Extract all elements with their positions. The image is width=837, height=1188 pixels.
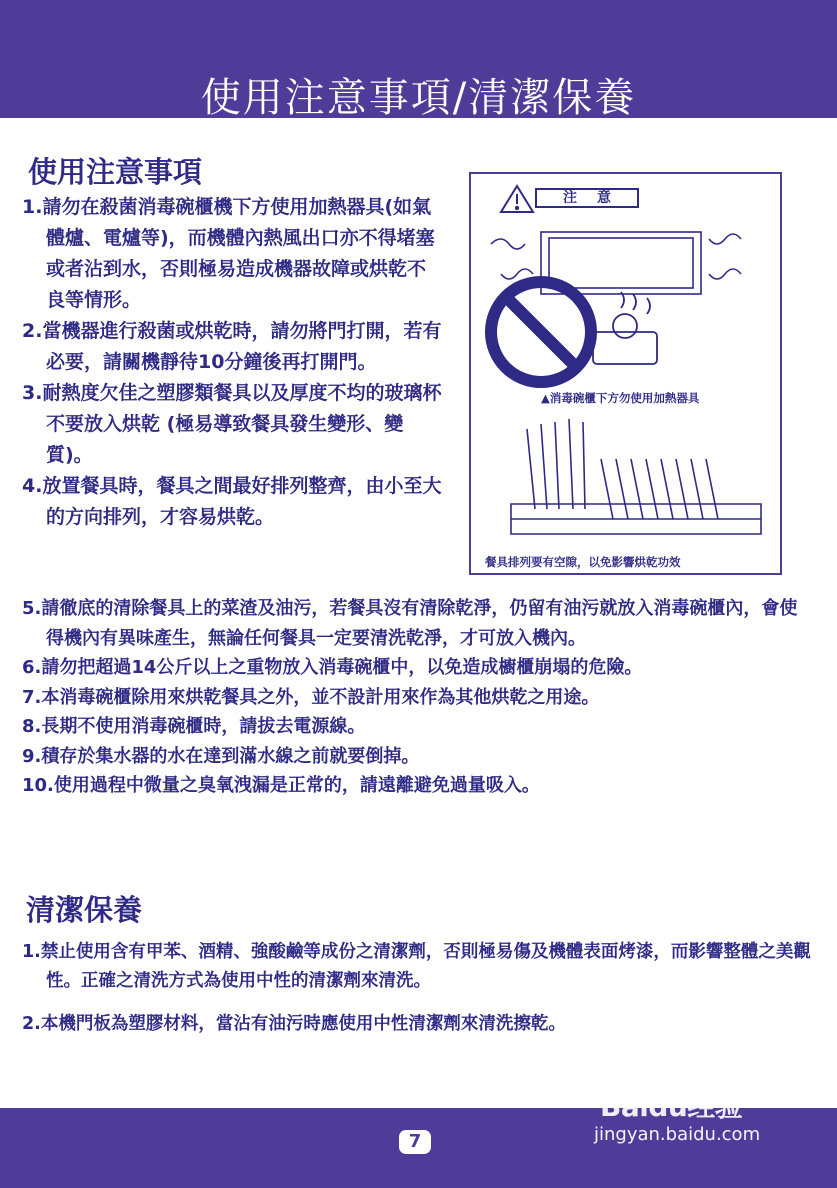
watermark-logo: Baidu经验 bbox=[600, 1090, 743, 1123]
usage-list-bottom bbox=[22, 594, 812, 801]
dish-rack-drawing bbox=[511, 419, 761, 534]
list-item: 6.請勿把超過14公斤以上之重物放入消毒碗櫃中，以免造成櫥櫃崩塌的危險。 bbox=[22, 657, 643, 678]
illustration bbox=[471, 174, 784, 577]
usage-list-top bbox=[22, 192, 442, 533]
caption-dishes: 餐具排列要有空隙，以免影響烘乾功效 bbox=[485, 555, 681, 569]
kettle-drawing bbox=[593, 292, 657, 364]
list-item: 5.請徹底的清除餐具上的菜渣及油污，若餐具沒有清除乾淨，仍留有油污就放入消毒碗櫃內，會使得機內有異味產生，無論任何餐具一定要清洗乾淨，才可放入機內。 bbox=[22, 598, 798, 649]
usage-section-title: 使用注意事項 bbox=[28, 155, 203, 189]
list-item: 1.禁止使用含有甲苯、酒精、強酸鹼等成份之清潔劑，否則極易傷及機體表面烤漆，而影響整體之美觀性。正確之清洗方式為使用中性的清潔劑來清洗。 bbox=[22, 942, 811, 991]
caption-heater: ▲消毒碗櫃下方勿使用加熱器具 bbox=[541, 391, 700, 405]
list-item: 9.積存於集水器的水在達到滿水線之前就要倒掉。 bbox=[22, 745, 420, 767]
list-item: 7.本消毒碗櫃除用來烘乾餐具之外，並不設計用來作為其他烘乾之用途。 bbox=[22, 686, 600, 708]
list-item: 1.請勿在殺菌消毒碗櫃機下方使用加熱器具(如氣體爐、電爐等)，而機體內熱風出口亦不得堵塞或者沾到水，否則極易造成機器故障或烘乾不良等情形。 bbox=[22, 196, 435, 311]
page-number: 7 bbox=[399, 1130, 431, 1154]
list-item: 3.耐熱度欠佳之塑膠類餐具以及厚度不均的玻璃杯不要放入烘乾 (極易導致餐具發生變形、變質)。 bbox=[22, 382, 442, 466]
list-item: 2.當機器進行殺菌或烘乾時，請勿將門打開，若有必要，請關機靜待10分鐘後再打開門。 bbox=[22, 320, 442, 373]
warning-triangle-icon bbox=[501, 186, 533, 212]
list-item: 10.使用過程中微量之臭氧洩漏是正常的，請遠離避免過量吸入。 bbox=[22, 775, 540, 796]
warning-figure bbox=[469, 172, 782, 575]
prohibited-icon bbox=[491, 282, 591, 382]
cleaning-section-title: 清潔保養 bbox=[26, 893, 143, 927]
warning-label: 注意 bbox=[535, 188, 639, 208]
list-item: 8.長期不使用消毒碗櫃時，請拔去電源線。 bbox=[22, 716, 366, 737]
list-item: 4.放置餐具時，餐具之間最好排列整齊，由小至大的方向排列，才容易烘乾。 bbox=[22, 475, 442, 528]
watermark-url: jingyan.baidu.com bbox=[594, 1124, 761, 1145]
list-item: 2.本機門板為塑膠材料，當沾有油污時應使用中性清潔劑來清洗擦乾。 bbox=[22, 1014, 566, 1034]
page-title: 使用注意事項/清潔保養 bbox=[200, 75, 637, 121]
cleaning-list bbox=[22, 938, 812, 1053]
